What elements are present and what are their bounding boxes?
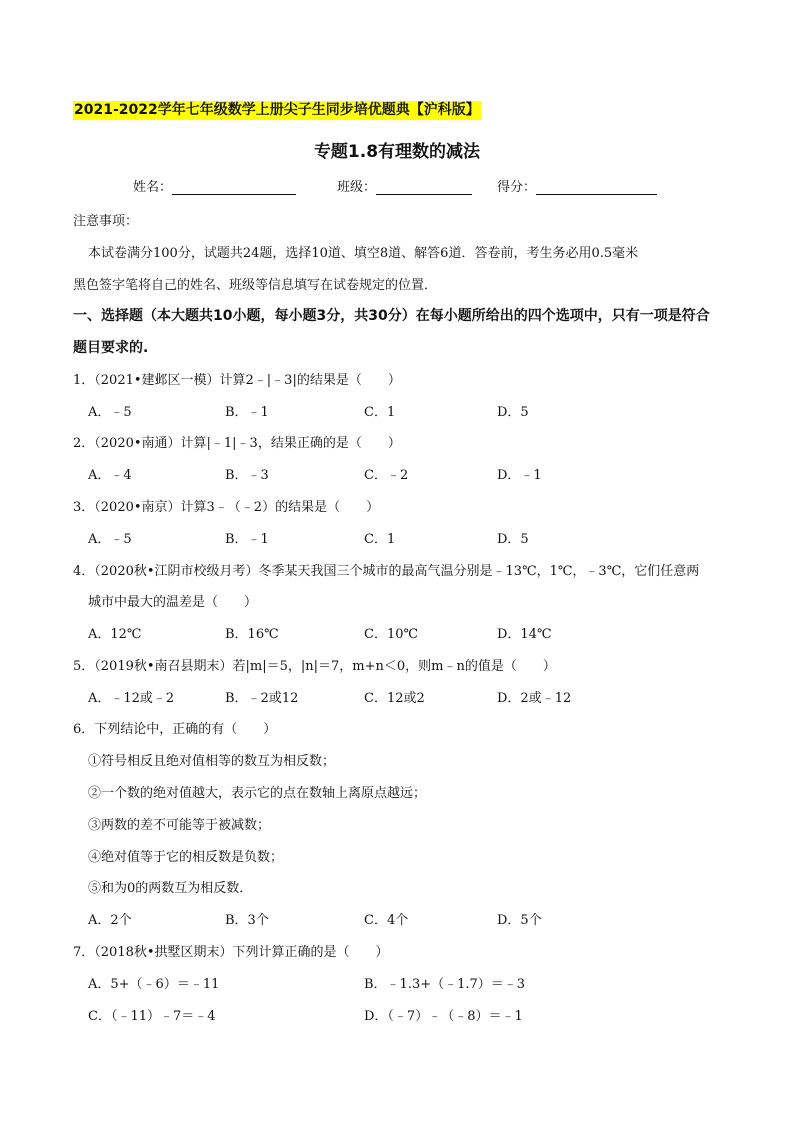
q3-option-d[interactable]: D．5 — [497, 532, 529, 547]
q6-option-c[interactable]: C．4个 — [364, 913, 409, 928]
q4-option-c[interactable]: C．10℃ — [364, 627, 419, 642]
name-label: 姓名： — [133, 180, 173, 195]
q2-option-a[interactable]: A．﹣4 — [88, 468, 132, 483]
question-5-stem: 5．（2019秋•南召县期末）若|m|＝5，|n|＝7，m+n＜0，则m﹣n的值是（ ） — [73, 659, 556, 674]
question-2-stem: 2．（2020•南通）计算|﹣1|﹣3，结果正确的是（ ） — [73, 436, 401, 451]
q1-option-d[interactable]: D．5 — [497, 405, 529, 420]
question-6-stem: 6．下列结论中，正确的有（ ） — [73, 722, 277, 737]
q2-option-b[interactable]: B．﹣3 — [225, 468, 269, 483]
q4-option-a[interactable]: A．12℃ — [88, 627, 142, 642]
q6-option-b[interactable]: B．3个 — [225, 913, 269, 928]
notice-line-1: 本试卷满分100分，试题共24题，选择10道、填空8道、解答6道．答卷前，考生务必用0.5毫米 — [88, 246, 639, 261]
q5-option-d[interactable]: D．2或﹣12 — [497, 691, 572, 706]
notice-heading: 注意事项： — [73, 214, 139, 229]
q7-option-b[interactable]: B．﹣1.3+（﹣1.7）＝﹣3 — [364, 977, 526, 992]
class-field[interactable] — [337, 176, 472, 195]
q6-option-d[interactable]: D．5个 — [497, 913, 542, 928]
q7-option-d[interactable]: D．（﹣7）﹣（﹣8）＝﹣1 — [364, 1009, 523, 1024]
name-field[interactable] — [133, 176, 296, 195]
name-blank[interactable] — [172, 180, 296, 195]
q3-option-a[interactable]: A．﹣5 — [88, 532, 132, 547]
question-3-stem: 3．（2020•南京）计算3﹣（﹣2）的结果是（ ） — [73, 500, 380, 515]
q6-statement-3: ③两数的差不可能等于被减数； — [88, 818, 271, 833]
q5-option-a[interactable]: A．﹣12或﹣2 — [88, 691, 175, 706]
section-heading-line-1: 一、选择题（本大题共10小题，每小题3分，共30分）在每小题所给出的四个选项中，只有一项是符合 — [73, 308, 710, 324]
q5-option-c[interactable]: C．12或2 — [364, 691, 425, 706]
series-banner: 2021-2022学年七年级数学上册尖子生同步培优题典【沪科版】 — [74, 102, 480, 118]
question-1-stem: 1．（2021•建邺区一模）计算2﹣|﹣3|的结果是（ ） — [73, 373, 401, 388]
q6-option-a[interactable]: A．2个 — [88, 913, 132, 928]
q2-option-c[interactable]: C．﹣2 — [364, 468, 409, 483]
q6-statement-5: ⑤和为0的两数互为相反数． — [88, 881, 253, 896]
q1-option-a[interactable]: A．﹣5 — [88, 405, 132, 420]
q2-option-d[interactable]: D．﹣1 — [497, 468, 542, 483]
question-7-stem: 7．（2018秋•拱墅区期末）下列计算正确的是（ ） — [73, 945, 389, 960]
q6-statement-2: ②一个数的绝对值越大，表示它的点在数轴上离原点越远； — [88, 786, 427, 801]
score-label: 得分： — [497, 180, 537, 195]
q4-option-d[interactable]: D．14℃ — [497, 627, 552, 642]
q1-option-c[interactable]: C．1 — [364, 405, 396, 420]
class-label: 班级： — [337, 180, 377, 195]
question-4-stem: 4．（2020秋•江阴市校级月考）冬季某天我国三个城市的最高气温分别是﹣13℃，1℃，﹣3℃，它们任意两 — [73, 564, 700, 579]
question-4-stem-cont: 城市中最大的温差是（ ） — [88, 595, 258, 610]
q7-option-a[interactable]: A．5+（﹣6）＝﹣11 — [88, 977, 220, 992]
section-heading-line-2: 题目要求的. — [73, 340, 149, 356]
q4-option-b[interactable]: B．16℃ — [225, 627, 279, 642]
score-blank[interactable] — [536, 180, 657, 195]
q6-statement-4: ④绝对值等于它的相反数是负数； — [88, 850, 284, 865]
notice-line-2: 黑色签字笔将自己的姓名、班级等信息填写在试卷规定的位置． — [73, 278, 438, 293]
q6-statement-1: ①符号相反且绝对值相等的数互为相反数； — [88, 754, 336, 769]
q7-option-c[interactable]: C．（﹣11）﹣7＝﹣4 — [88, 1009, 216, 1024]
class-blank[interactable] — [376, 180, 472, 195]
q5-option-b[interactable]: B．﹣2或12 — [225, 691, 299, 706]
q3-option-b[interactable]: B．﹣1 — [225, 532, 269, 547]
page-title: 专题1.8有理数的减法 — [313, 142, 481, 162]
q3-option-c[interactable]: C．1 — [364, 532, 396, 547]
score-field[interactable] — [497, 176, 657, 195]
q1-option-b[interactable]: B．﹣1 — [225, 405, 269, 420]
